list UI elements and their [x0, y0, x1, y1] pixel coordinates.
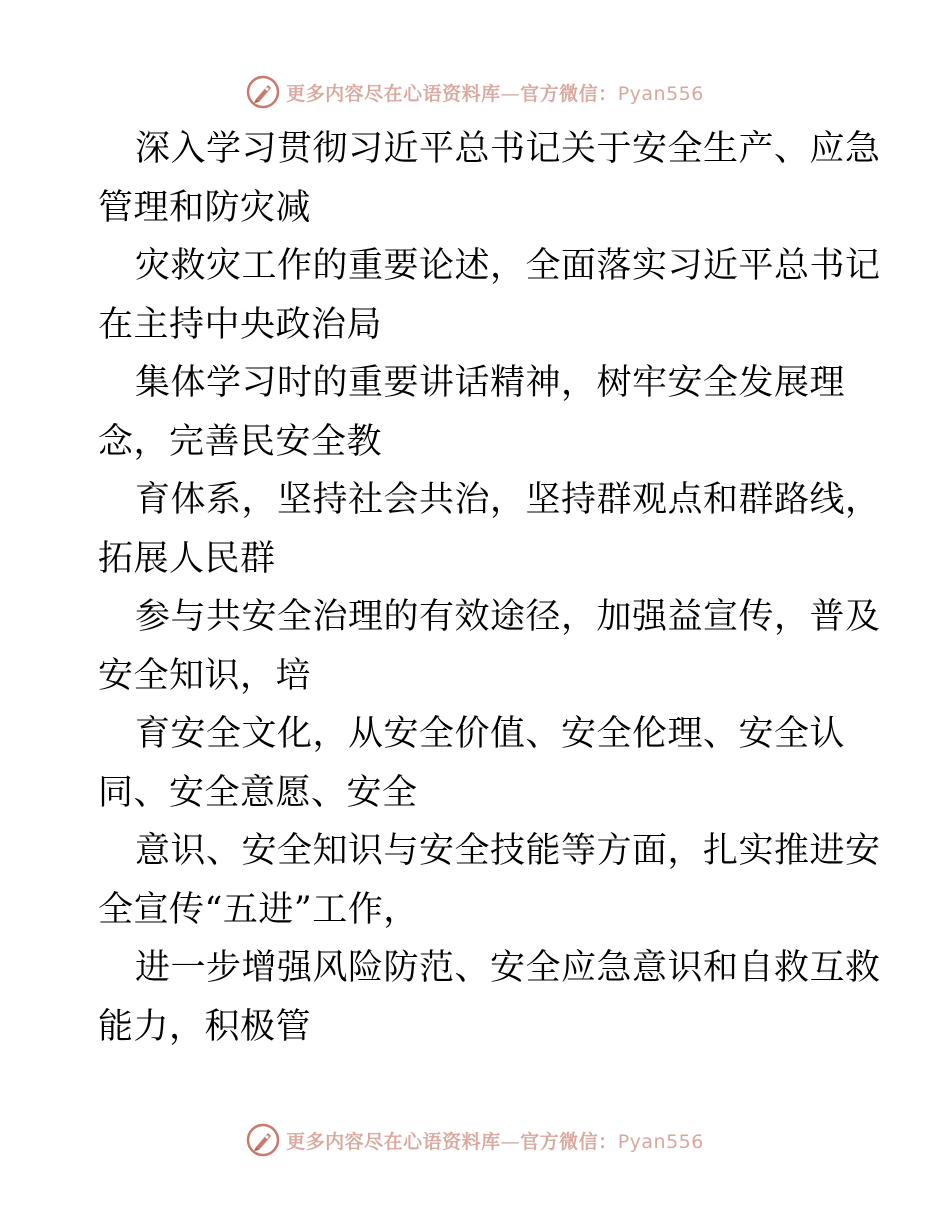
watermark-id: Pyan556: [617, 82, 704, 105]
text-line: 能力，积极管: [98, 1006, 312, 1047]
watermark-label: 官方微信：: [520, 1130, 618, 1153]
header-watermark: [0, 72, 950, 112]
watermark-label: 官方微信：: [520, 82, 618, 105]
watermark-title: 更多内容尽在心语资料库: [286, 1130, 501, 1153]
text-line: 安全知识，培: [98, 655, 312, 696]
text-line: 同、安全意愿、安全: [98, 772, 418, 813]
watermark-text: [286, 79, 704, 106]
document-body: [98, 120, 881, 1056]
text-line: 进一步增强风险防范、安全应急意识和自救互救: [135, 948, 881, 988]
text-line: 管理和防灾减: [98, 187, 312, 228]
text-line: 拓展人民群: [98, 538, 276, 579]
footer-watermark: [0, 1120, 950, 1160]
watermark-title: 更多内容尽在心语资料库: [286, 82, 501, 105]
text-line: 全宣传“五进”工作，: [98, 889, 419, 930]
text-line: 在主持中央政治局: [98, 304, 383, 345]
watermark-separator: —: [500, 82, 521, 105]
text-line: 念，完善民安全教: [98, 421, 383, 462]
watermark-separator: —: [500, 1130, 521, 1153]
watermark-text: [286, 1127, 704, 1154]
text-line: 育体系，坚持社会共治，坚持群观点和群路线，: [135, 480, 881, 520]
pen-nib-circle-icon: [246, 75, 280, 109]
watermark-group: [246, 75, 704, 109]
pen-nib-circle-icon: [246, 1123, 280, 1157]
watermark-id: Pyan556: [617, 1130, 704, 1153]
text-line: 集体学习时的重要讲话精神，树牢安全发展理: [135, 363, 846, 403]
text-line: 深入学习贯彻习近平总书记关于安全生产、应急: [135, 129, 881, 169]
watermark-group: [246, 1123, 704, 1157]
text-line: 灾救灾工作的重要论述，全面落实习近平总书记: [135, 246, 881, 286]
text-line: 意识、安全知识与安全技能等方面，扎实推进安: [135, 831, 881, 871]
text-line: 参与共安全治理的有效途径，加强益宣传，普及: [135, 597, 881, 637]
text-line: 育安全文化，从安全价值、安全伦理、安全认: [135, 714, 846, 754]
